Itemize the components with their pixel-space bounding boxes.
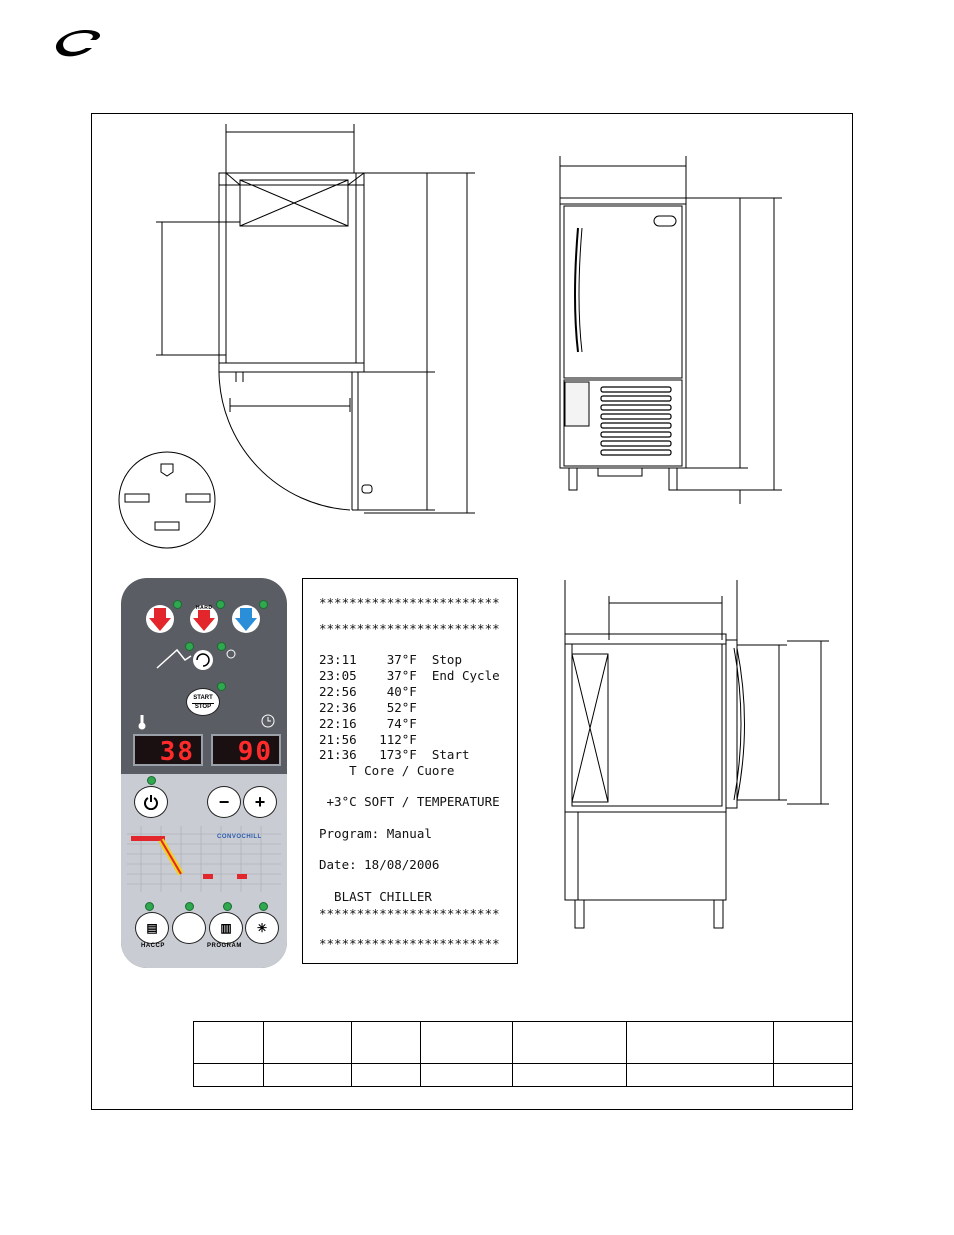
printout-line: 22:56 40°F	[319, 684, 417, 699]
start-led	[217, 682, 226, 691]
printout-line: T Core / Cuore	[319, 763, 455, 778]
thermometer-icon	[137, 714, 147, 730]
fan-snowflake-icon: ✳	[256, 921, 268, 935]
hard-label: HARD	[196, 605, 213, 611]
control-panel	[121, 578, 287, 968]
fan-button[interactable]	[245, 912, 279, 944]
brand-label: CONVOCHILL	[217, 834, 262, 840]
minus-icon: −	[218, 791, 230, 812]
table-cell	[513, 1064, 627, 1087]
program-button[interactable]	[209, 912, 243, 944]
haccp-button[interactable]	[135, 912, 169, 944]
table-header-row	[194, 1022, 853, 1064]
printout-line: BLAST CHILLER	[319, 889, 432, 904]
plus-button[interactable]	[243, 786, 277, 818]
fan-led	[259, 902, 268, 911]
program-led	[223, 902, 232, 911]
table-row	[194, 1064, 853, 1087]
printout-line: 22:36 52°F	[319, 700, 417, 715]
power-led	[147, 776, 156, 785]
freeze-led	[259, 600, 268, 609]
blank-button[interactable]	[172, 912, 206, 944]
start-label: START	[193, 695, 213, 701]
printout-line: 22:16 74°F	[319, 716, 417, 731]
power-icon	[143, 794, 159, 810]
hard-led	[216, 600, 225, 609]
led-2	[185, 902, 194, 911]
table-cell	[194, 1022, 264, 1064]
printout-line: ************************	[319, 595, 500, 610]
haccp-led	[145, 902, 154, 911]
program-label: PROGRAM	[207, 943, 242, 949]
stop-label: STOP	[192, 703, 214, 711]
printout-line: +3°C SOFT / TEMPERATURE	[319, 794, 500, 809]
haccp-printout	[302, 578, 518, 964]
printout-line: Program: Manual	[319, 826, 432, 841]
printout-line: ************************	[319, 621, 500, 636]
printout-line: ************************	[319, 936, 500, 951]
freeze-arrow-icon[interactable]	[231, 604, 261, 634]
printout-line: ************************	[319, 906, 500, 921]
printout-line: 23:05 37°F End Cycle	[319, 668, 500, 683]
front-view-drawing	[560, 156, 782, 504]
minus-button[interactable]	[207, 786, 241, 818]
table-cell	[263, 1022, 351, 1064]
printout-line: Date: 18/08/2006	[319, 857, 440, 872]
table-cell	[627, 1022, 774, 1064]
printer-icon: ▤	[146, 921, 158, 935]
side-view-drawing	[156, 124, 475, 513]
table-cell	[352, 1022, 421, 1064]
cycle-led	[185, 642, 194, 651]
table-cell	[774, 1064, 853, 1087]
table-cell	[627, 1064, 774, 1087]
time-display: 90	[211, 734, 281, 766]
start-stop-button[interactable]	[186, 688, 220, 716]
program-book-icon: ▥	[220, 921, 232, 935]
table-cell	[352, 1064, 421, 1087]
temperature-display: 38	[133, 734, 203, 766]
top-view-drawing	[565, 580, 829, 928]
table-cell	[263, 1064, 351, 1087]
printout-line: 23:11 37°F Stop	[319, 652, 462, 667]
cycle-icon[interactable]	[155, 642, 245, 672]
clock-led	[217, 642, 226, 651]
spec-table	[193, 1021, 853, 1087]
plug-receptacle-drawing	[119, 452, 215, 548]
haccp-label: HACCP	[141, 943, 165, 949]
table-cell	[774, 1022, 853, 1064]
plus-icon: +	[254, 791, 266, 812]
table-cell	[194, 1064, 264, 1087]
printout-line: 21:36 173°F Start	[319, 747, 470, 762]
printout-line: 21:56 112°F	[319, 732, 417, 747]
table-cell	[420, 1022, 512, 1064]
table-cell	[513, 1022, 627, 1064]
clock-icon	[261, 714, 275, 728]
table-cell	[420, 1064, 512, 1087]
power-button[interactable]	[134, 786, 168, 818]
soft-led	[173, 600, 182, 609]
soft-chill-arrow-icon[interactable]	[145, 604, 175, 634]
